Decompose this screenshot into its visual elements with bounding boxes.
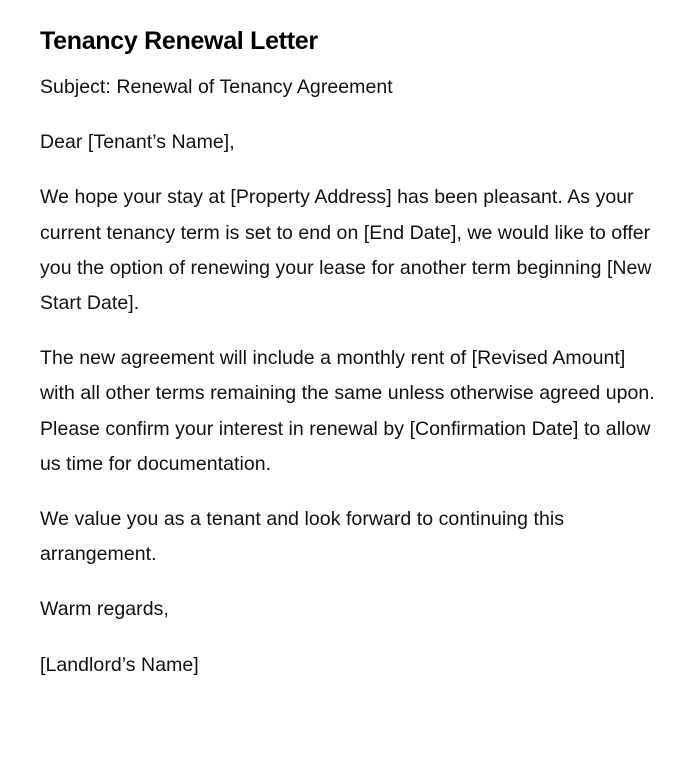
signature: [Landlord’s Name] [40,653,199,676]
body-paragraph-intro: We hope your stay at [Property Address] has been pleasant. As your current tenancy term is set to end on [End Date], we would like to offer you the option of renewing your lease for another term beginning [New Start Date]. [40,186,652,315]
subject-line: Subject: Renewal of Tenancy Agreement [40,76,393,98]
body-paragraph-terms: The new agreement will include a monthly rent of [Revised Amount] with all other terms remaining the same unless otherwise agreed upon. Please confirm your interest in renewal by [Confirmation Date] to allow us time for documentation. [40,347,655,475]
closing-line: Warm regards, [40,598,169,621]
salutation: Dear [Tenant’s Name], [40,131,235,154]
document-title: Tenancy Renewal Letter [40,27,318,55]
body-paragraph-closing: We value you as a tenant and look forward to continuing this arrangement. [40,508,565,566]
